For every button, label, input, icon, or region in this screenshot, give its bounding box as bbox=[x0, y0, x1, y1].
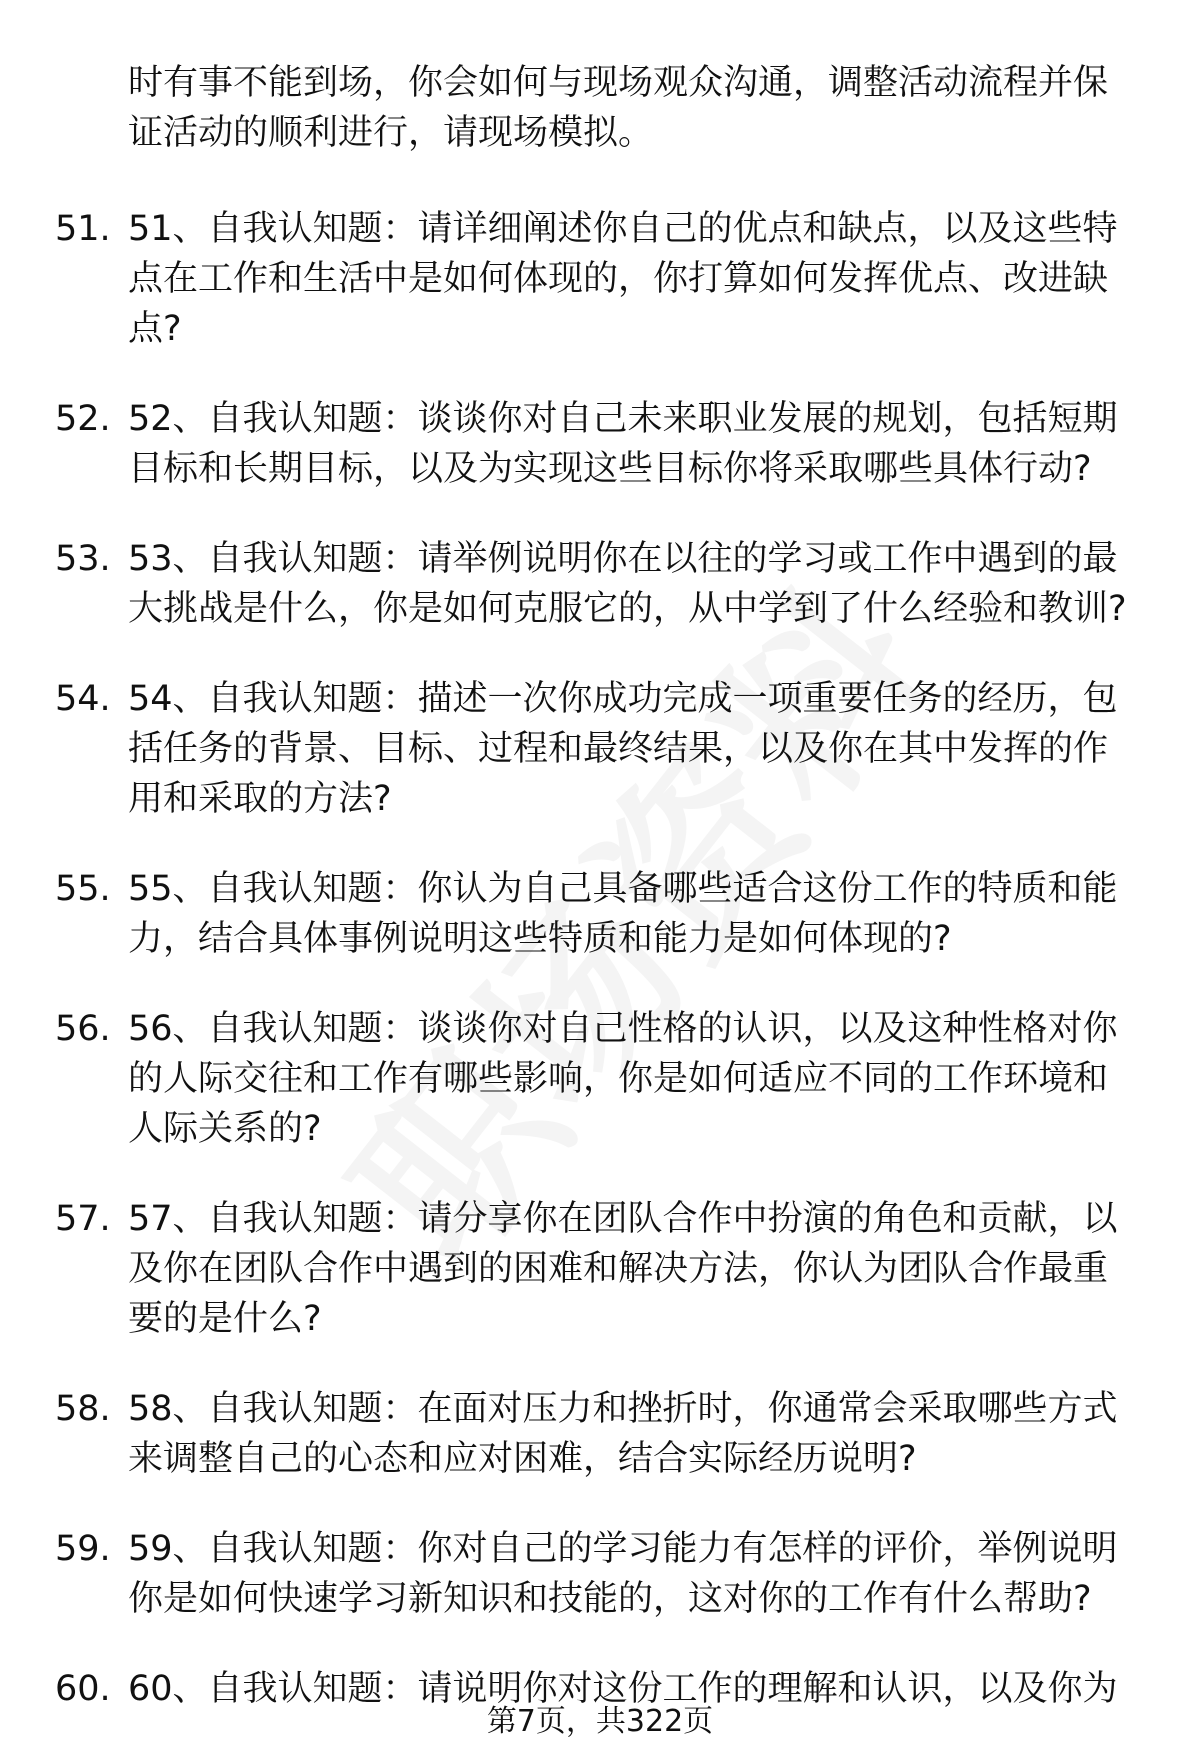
item-number: 56. bbox=[55, 1009, 111, 1049]
list-item bbox=[0, 1004, 1200, 1154]
item-number: 55. bbox=[55, 869, 111, 909]
list-item bbox=[0, 534, 1200, 634]
item-number: 53. bbox=[55, 539, 111, 579]
item-text: 57、自我认知题：请分享你在团队合作中扮演的角色和贡献，以及你在团队合作中遇到的困难和解决方法，你认为团队合作最重要的是什么? bbox=[128, 1199, 1118, 1339]
question-list bbox=[0, 58, 1200, 1754]
list-item bbox=[0, 1524, 1200, 1624]
list-item bbox=[0, 1194, 1200, 1344]
item-number: 60. bbox=[55, 1669, 111, 1709]
item-text: 52、自我认知题：谈谈你对自己未来职业发展的规划，包括短期目标和长期目标，以及为实现这些目标你将采取哪些具体行动? bbox=[128, 399, 1118, 489]
list-item-continuation bbox=[0, 58, 1200, 158]
item-number: 52. bbox=[55, 399, 111, 439]
continuation-text: 时有事不能到场，你会如何与现场观众沟通，调整活动流程并保证活动的顺利进行，请现场模拟。 bbox=[128, 63, 1109, 153]
item-text: 60、自我认知题：请说明你对这份工作的理解和认识，以及你为 bbox=[128, 1669, 1118, 1709]
list-item bbox=[0, 864, 1200, 964]
item-number: 57. bbox=[55, 1199, 111, 1239]
list-item bbox=[0, 204, 1200, 354]
item-text: 53、自我认知题：请举例说明你在以往的学习或工作中遇到的最大挑战是什么，你是如何克服它的，从中学到了什么经验和教训? bbox=[128, 539, 1127, 629]
page-footer: 第7页，共322页 bbox=[486, 1704, 714, 1739]
item-text: 54、自我认知题：描述一次你成功完成一项重要任务的经历，包括任务的背景、目标、过程和最终结果，以及你在其中发挥的作用和采取的方法? bbox=[128, 679, 1118, 819]
item-text: 56、自我认知题：谈谈你对自己性格的认识，以及这种性格对你的人际交往和工作有哪些影响，你是如何适应不同的工作环境和人际关系的? bbox=[128, 1009, 1118, 1149]
item-number: 59. bbox=[55, 1529, 111, 1569]
list-item bbox=[0, 1384, 1200, 1484]
item-text: 58、自我认知题：在面对压力和挫折时，你通常会采取哪些方式来调整自己的心态和应对困难，结合实际经历说明? bbox=[128, 1389, 1118, 1479]
list-item bbox=[0, 674, 1200, 824]
item-text: 51、自我认知题：请详细阐述你自己的优点和缺点，以及这些特点在工作和生活中是如何体现的，你打算如何发挥优点、改进缺点? bbox=[128, 209, 1118, 349]
item-number: 54. bbox=[55, 679, 111, 719]
list-item bbox=[0, 394, 1200, 494]
item-number: 51. bbox=[55, 209, 111, 249]
item-number: 58. bbox=[55, 1389, 111, 1429]
item-text: 55、自我认知题：你认为自己具备哪些适合这份工作的特质和能力，结合具体事例说明这些特质和能力是如何体现的? bbox=[128, 869, 1118, 959]
item-text: 59、自我认知题：你对自己的学习能力有怎样的评价，举例说明你是如何快速学习新知识和技能的，这对你的工作有什么帮助? bbox=[128, 1529, 1118, 1619]
